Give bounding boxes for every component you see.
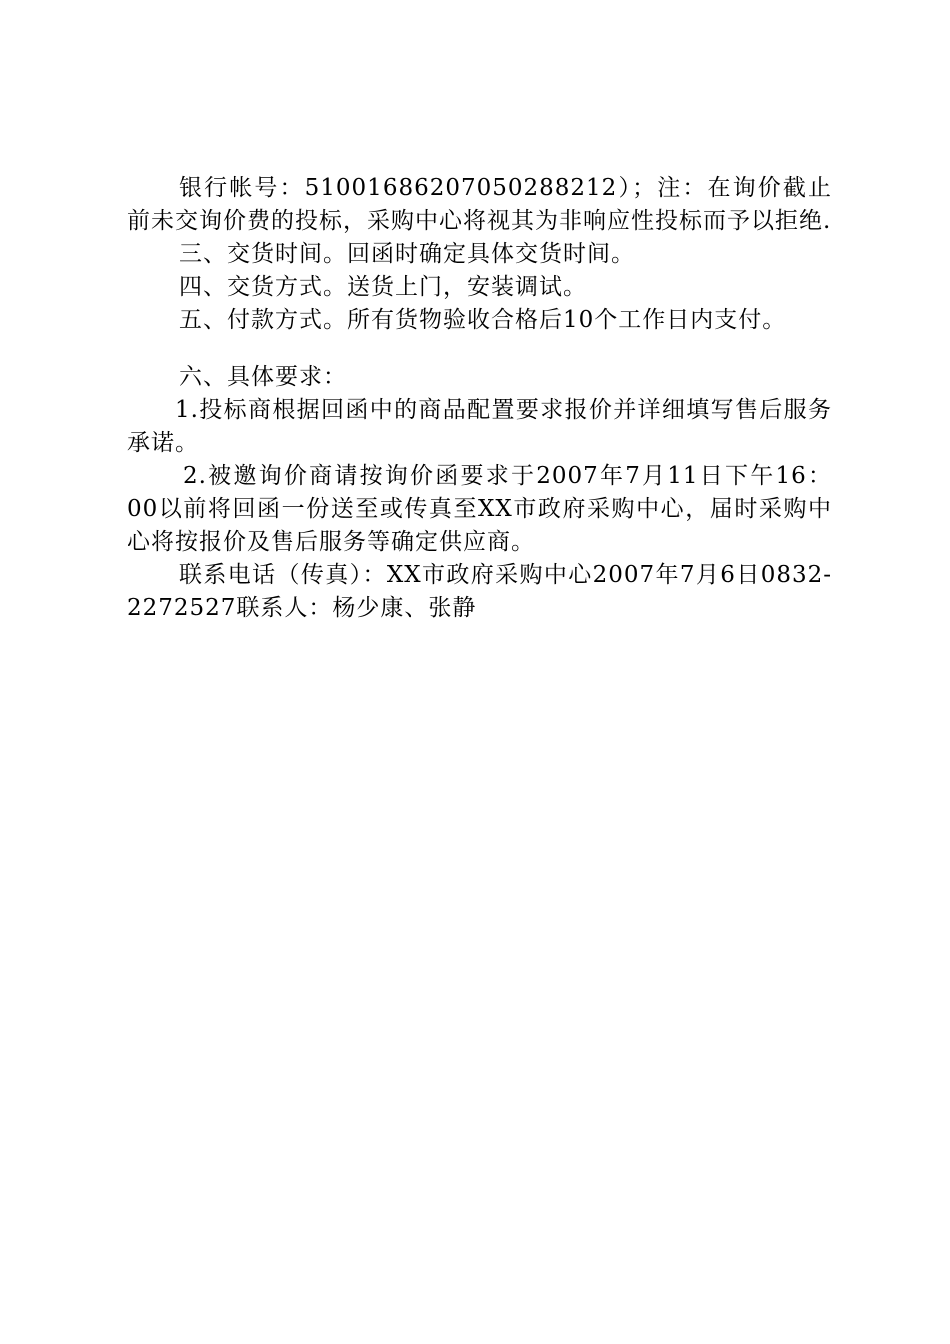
- delivery-time-paragraph: 三、交货时间。回函时确定具体交货时间。: [179, 241, 635, 267]
- payment-method-paragraph: 五、付款方式。所有货物验收合格后10个工作日内支付。: [179, 307, 787, 333]
- delivery-method-paragraph: 四、交货方式。送货上门，安装调试。: [179, 274, 587, 300]
- requirement-item-1: 1.投标商根据回函中的商品配置要求报价并详细填写售后服务承诺。: [127, 397, 832, 456]
- contact-paragraph: 联系电话（传真）：XX市政府采购中心2007年7月6日0832-2272527联系人：杨少康、张静: [127, 562, 832, 621]
- bank-account-paragraph: 银行帐号：51001686207050288212）；注：在询价截止前未交询价费的投标，采购中心将视其为非响应性投标而予以拒绝.: [127, 175, 832, 234]
- requirement-item-2: 2.被邀询价商请按询价函要求于2007年7月11日下午16：00以前将回函一份送至或传真至XX市政府采购中心，届时采购中心将按报价及售后服务等确定供应商。: [127, 463, 832, 555]
- document-body: [127, 172, 832, 625]
- requirements-heading: 六、具体要求：: [179, 364, 347, 390]
- paragraph-spacer: [127, 337, 832, 361]
